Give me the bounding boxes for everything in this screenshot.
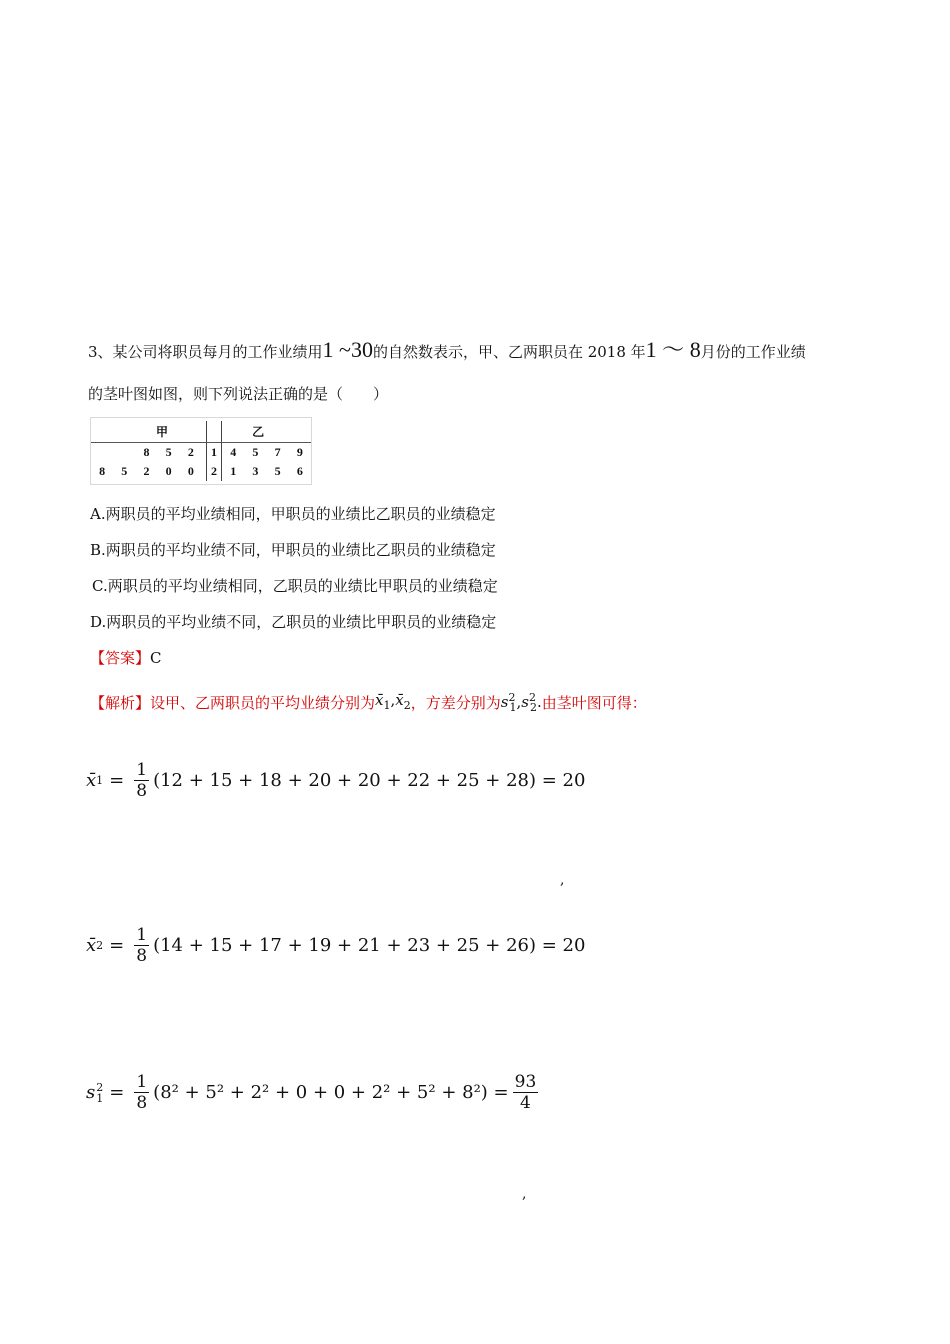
leaf-right: 6 <box>296 464 303 478</box>
analysis-line <box>90 688 647 718</box>
leaf-right: 4 <box>230 445 237 459</box>
formula-variance-1: s 2 1 = $\frac{1}{8}$ (8² + 5² + 2² + 0 + 0 + 2² + 5² + 8²) = $\frac{93}{4}$ <box>86 1072 537 1113</box>
comma: , <box>522 1186 527 1202</box>
analysis-text: 设甲、乙两职员的平均业绩分别为 <box>150 694 376 712</box>
analysis-text: ，方差分别为 <box>410 694 501 712</box>
leaf-left: 2 <box>187 445 194 459</box>
question-line-1 <box>88 337 806 362</box>
mean-symbol: x̄ <box>86 935 97 956</box>
option-c: C.两职员的平均业绩相同，乙职员的业绩比甲职员的业绩稳定 <box>92 577 498 595</box>
stem-leaf-plot <box>90 417 312 485</box>
mean-symbols: $x̄_1,x̄_2$ <box>375 691 411 712</box>
tilde: ~ <box>333 337 351 362</box>
fraction: $\frac{1}{8}$ <box>136 925 148 966</box>
leaf-right: 1 <box>230 464 237 478</box>
leaf-left: 0 <box>187 464 194 478</box>
variance-symbol: s <box>86 1082 96 1103</box>
stem-leaf-row <box>91 462 311 481</box>
option-d: D.两职员的平均业绩不同，乙职员的业绩比甲职员的业绩稳定 <box>90 613 497 631</box>
leaf-left: 2 <box>143 464 150 478</box>
stem: 2 <box>206 462 221 481</box>
answer-value: C <box>150 649 162 667</box>
number-8: 8 <box>689 337 701 362</box>
question-text: 月份的工作业绩 <box>700 343 806 361</box>
mean-symbol: x̄ <box>86 770 97 791</box>
question-line-2: 的茎叶图如图，则下列说法正确的是（ ） <box>88 385 389 403</box>
period: . <box>536 693 542 711</box>
fraction: $\frac{1}{8}$ <box>136 760 148 801</box>
right-header: 乙 <box>222 421 311 443</box>
left-header: 甲 <box>91 421 206 443</box>
formula-mean-2: x̄ 2 = $\frac{1}{8}$ (14 + 15 + 17 + 19 + 21 + 23 + 25 + 26) = 20 <box>86 925 586 966</box>
leaf-left: 8 <box>99 464 106 478</box>
analysis-label: 【解析】 <box>90 694 151 712</box>
leaf-left: 8 <box>143 445 150 459</box>
leaf-left: 5 <box>165 445 172 459</box>
number-1: 1 <box>645 337 657 362</box>
fraction-result: $\frac{93}{4}$ <box>514 1072 537 1113</box>
formula-body: (14 + 15 + 17 + 19 + 21 + 23 + 25 + 26) = 20 <box>153 935 586 956</box>
answer-line <box>90 648 162 668</box>
analysis-text: 由茎叶图可得： <box>541 694 647 712</box>
tilde: ～ <box>656 337 690 362</box>
formula-mean-1: x̄ 1 = $\frac{1}{8}$ (12 + 15 + 18 + 20 + 20 + 22 + 25 + 28) = 20 <box>86 760 586 801</box>
leaf-left: 5 <box>121 464 128 478</box>
leaf-right: 9 <box>296 445 303 459</box>
comma: , <box>560 872 565 888</box>
stem-leaf-row <box>91 443 311 463</box>
option-a: A.两职员的平均业绩相同，甲职员的业绩比乙职员的业绩稳定 <box>90 505 496 523</box>
leaf-right: 7 <box>274 445 281 459</box>
leaf-left: 0 <box>165 464 172 478</box>
question-text: 的自然数表示，甲、乙两职员在 2018 年 <box>372 343 646 361</box>
leaf-right: 5 <box>252 445 259 459</box>
leaf-right: 5 <box>274 464 281 478</box>
number-1: 1 <box>322 337 334 362</box>
stem-leaf-header <box>91 421 311 443</box>
fraction: $\frac{1}{8}$ <box>136 1072 148 1113</box>
formula-body: (12 + 15 + 18 + 20 + 20 + 22 + 25 + 28) = 20 <box>153 770 586 791</box>
option-b: B.两职员的平均业绩不同，甲职员的业绩比乙职员的业绩稳定 <box>90 541 496 559</box>
answer-label: 【答案】 <box>90 649 151 667</box>
stem: 1 <box>206 443 221 463</box>
variance-symbols: $s^2_1,s^2_2$. <box>500 691 542 714</box>
formula-body: (8² + 5² + 2² + 0 + 0 + 2² + 5² + 8²) = <box>153 1082 509 1103</box>
question-text: 3、某公司将职员每月的工作业绩用 <box>88 343 323 361</box>
stem-header <box>206 421 221 443</box>
leaf-right: 3 <box>252 464 259 478</box>
number-30: 30 <box>350 337 373 362</box>
